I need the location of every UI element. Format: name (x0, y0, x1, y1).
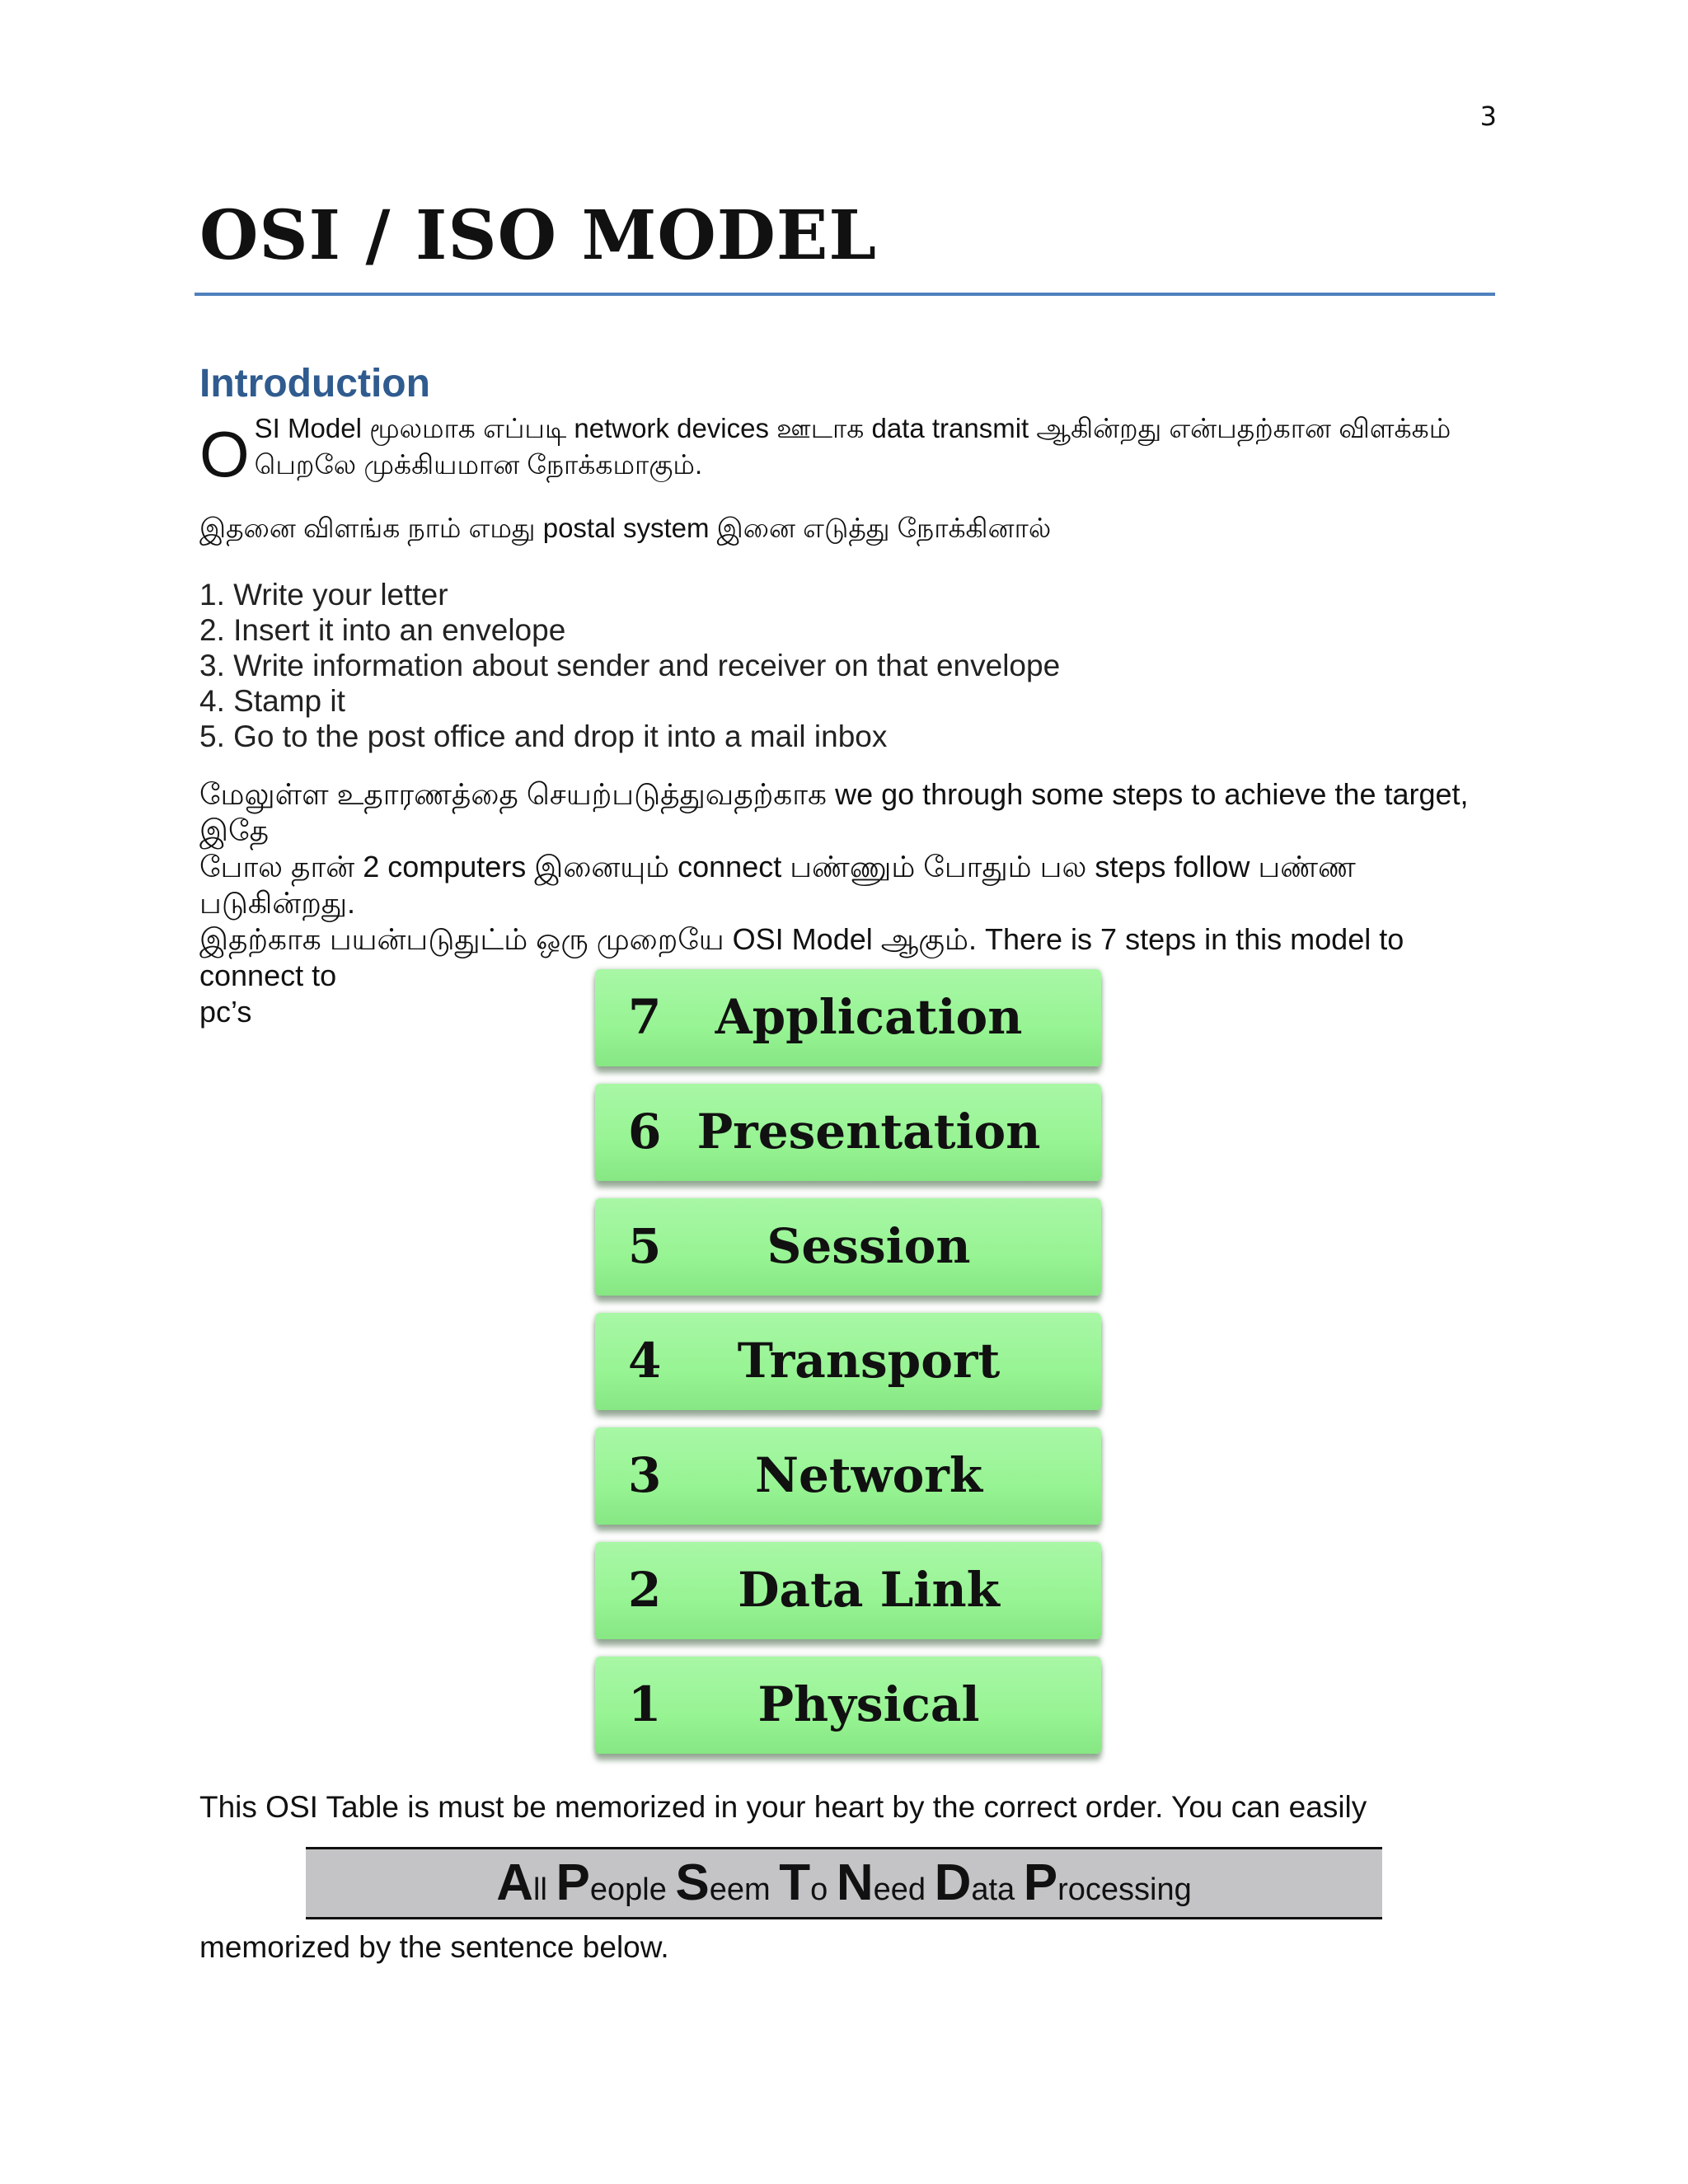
mnemonic-rest: eople (589, 1872, 676, 1907)
mnemonic-cap: T (779, 1854, 811, 1911)
intro-paragraph (199, 410, 1502, 490)
layer-number: 3 (628, 1447, 662, 1503)
memorize-end: memorized by the sentence below. (199, 1930, 669, 1964)
mnemonic-rest: rocessing (1057, 1872, 1192, 1907)
layer-name: Presentation (696, 1104, 1041, 1160)
mnemonic-box (306, 1847, 1382, 1919)
mnemonic-cap: P (1023, 1854, 1058, 1911)
osi-layer-4 (595, 1313, 1101, 1410)
mnemonic-cap: N (836, 1854, 874, 1911)
osi-layer-2 (595, 1542, 1101, 1639)
explanation-line: இதற்காக பயன்படுதுட்ம் ஒரு முறையே OSI Model ஆகும். There is 7 steps in this model to connect to (199, 922, 1404, 992)
intro-line-1: SI Model மூலமாக எப்படி network devices ஊடாக data transmit ஆகின்றது என்பதற்கான விளக்கம் (254, 413, 1451, 443)
list-item: 1. Write your letter (199, 578, 448, 612)
mnemonic-cap: S (675, 1854, 710, 1911)
mnemonic-cap: D (934, 1854, 972, 1911)
list-item: 4. Stamp it (199, 684, 345, 718)
mnemonic-rest: eed (873, 1872, 935, 1907)
layer-number: 2 (628, 1562, 662, 1618)
osi-layer-3 (595, 1427, 1101, 1525)
page-title: OSI / ISO MODEL (199, 196, 878, 275)
explanation-line: மேலுள்ள உதாரணத்தை செயற்படுத்துவதற்காக we go through some steps to achieve the target, இதே (199, 777, 1469, 847)
layer-number: 5 (628, 1218, 662, 1274)
layer-name: Transport (737, 1333, 1001, 1389)
memorize-note: This OSI Table is must be memorized in your heart by the correct order. You can easily (199, 1790, 1367, 1824)
mnemonic-rest: o (810, 1872, 837, 1907)
mnemonic-cap: P (556, 1854, 590, 1911)
title-underline (195, 293, 1495, 296)
postal-steps-list (199, 577, 1060, 754)
drop-cap: O (199, 418, 250, 490)
layer-name: Network (754, 1447, 983, 1503)
list-item: 3. Write information about sender and receiver on that envelope (199, 649, 1061, 682)
mnemonic-cap: A (496, 1854, 534, 1911)
osi-layer-stack (595, 969, 1101, 1771)
explanation-line: pc’s (199, 995, 252, 1029)
layer-number: 7 (628, 989, 662, 1045)
list-item: 2. Insert it into an envelope (199, 613, 566, 647)
layer-name: Session (767, 1218, 971, 1274)
osi-layer-5 (595, 1198, 1101, 1296)
mnemonic-rest: ll (533, 1872, 556, 1907)
layer-number: 6 (628, 1104, 662, 1160)
list-item: 5. Go to the post office and drop it into a mail inbox (199, 719, 888, 753)
page-number: 3 (1479, 101, 1497, 132)
intro-line-2: பெறலே முக்கியமான நோக்கமாகும். (254, 449, 703, 480)
osi-layer-1 (595, 1657, 1101, 1754)
osi-layer-7 (595, 969, 1101, 1066)
mnemonic-rest: ata (971, 1872, 1024, 1907)
osi-layer-6 (595, 1084, 1101, 1181)
layer-number: 1 (628, 1676, 662, 1732)
postal-intro: இதனை விளங்க நாம் எமது postal system இனை எடுத்து நோக்கினால் (199, 513, 1052, 543)
layer-number: 4 (628, 1333, 662, 1389)
layer-name: Data Link (738, 1562, 1000, 1618)
layer-name: Application (715, 989, 1023, 1045)
layer-name: Physical (757, 1676, 980, 1732)
explanation-line: போல தான் 2 computers இனையும் connect பண்ணும் போதும் பல steps follow பண்ண படுகின்றது. (199, 850, 1356, 920)
section-heading-introduction: Introduction (199, 362, 430, 405)
mnemonic-rest: eem (709, 1872, 780, 1907)
